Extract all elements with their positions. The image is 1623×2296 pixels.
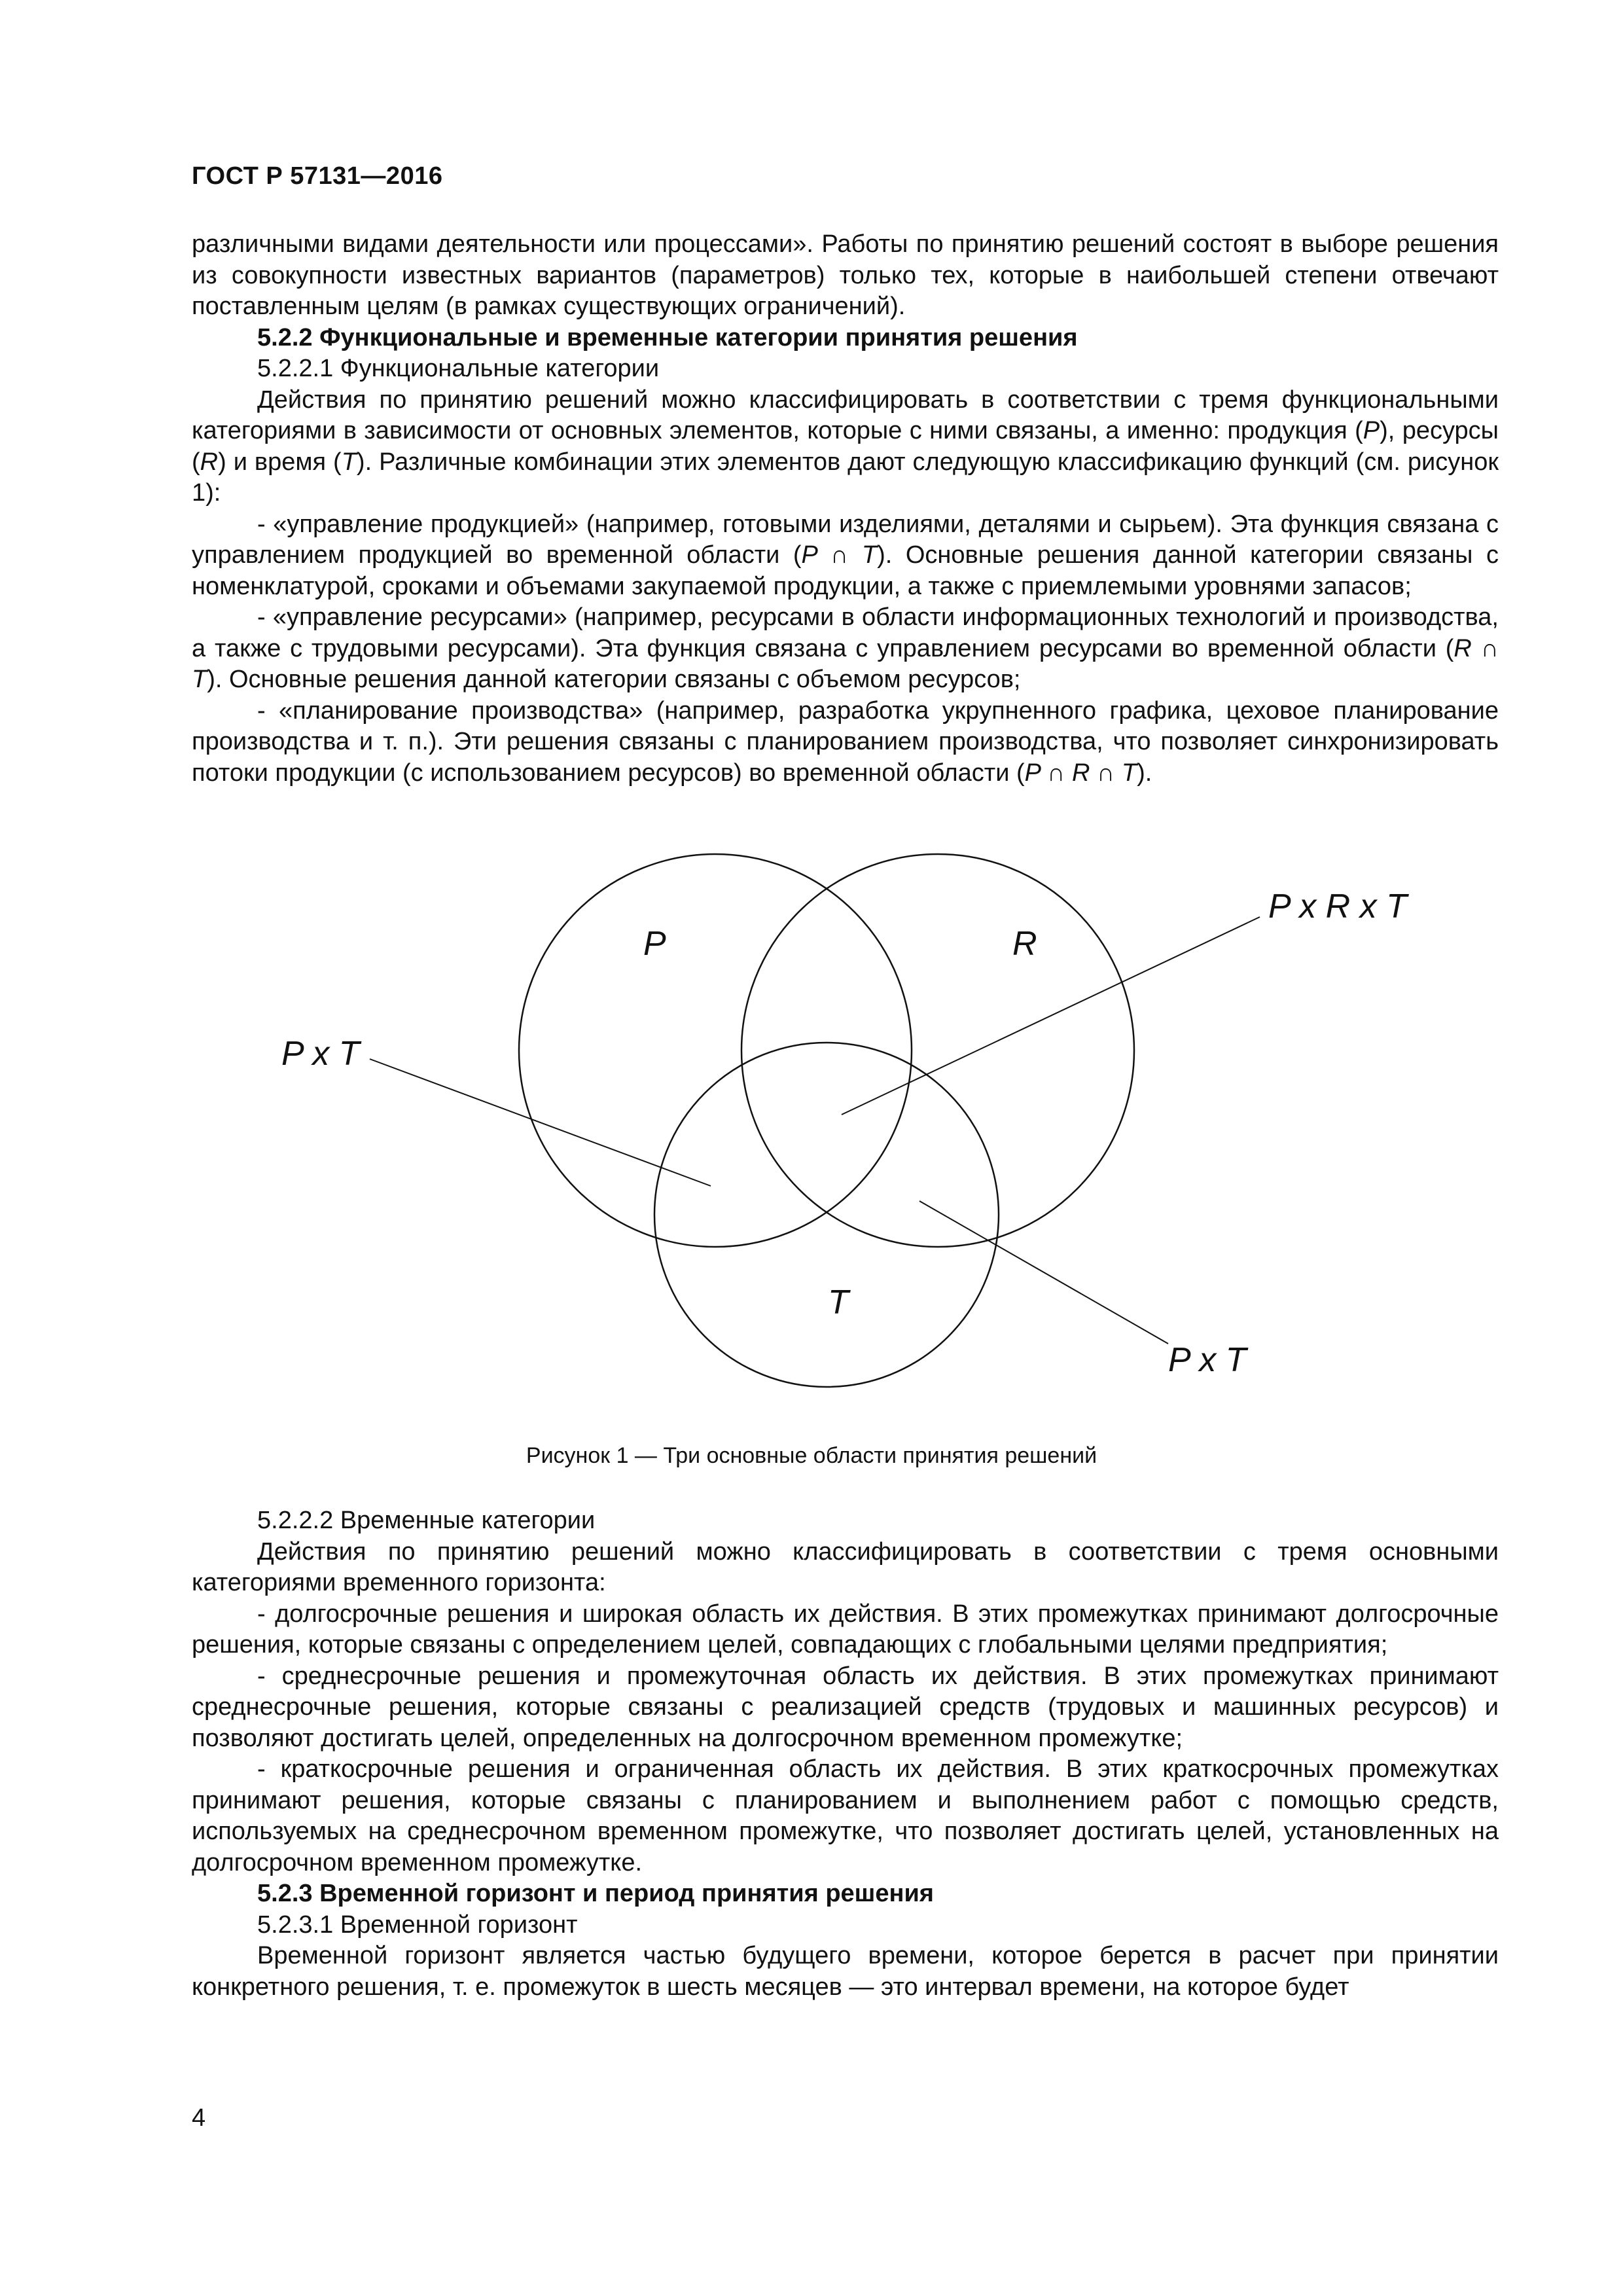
heading-5-2-2: 5.2.2 Функциональные и временные категории принятия решения [257, 323, 1078, 351]
circle-p [519, 854, 912, 1247]
label-t: T [828, 1283, 849, 1321]
list-item-long-term: - долгосрочные решения и широкая область их действия. В этих промежутках принимают долгосрочные решения, которые связаны с определением целей, совпадающих с глобальными целями предприятия; [192, 1600, 1499, 1659]
heading-5-2-3-1: 5.2.3.1 Временной горизонт [257, 1910, 578, 1939]
label-p: P [643, 925, 666, 963]
circle-t [654, 1043, 999, 1387]
list-item-production-planning: - «планирование производства» (например, разработка укрупненного графика, цеховое планирование производства и т. п.). Эти решения связаны с планированием производства, что позволяет синхронизировать потоки продукции (с использованием ресурсов) во временной области (P ∩ R ∩ T). [192, 696, 1499, 787]
label-p-x-t-right: P x T [1168, 1341, 1247, 1379]
list-item-resource-management: - «управление ресурсами» (например, ресурсами в области информационных технологий и производства, а также с трудовыми ресурсами). Эта функция связана с управлением ресурсами во временной области (R ∩ T). Основные решения данной категории связаны с объемом ресурсов; [192, 603, 1499, 693]
circle-r [741, 854, 1134, 1247]
page-number: 4 [192, 2104, 206, 2132]
list-item-mid-term: - среднесрочные решения и промежуточная область их действия. В этих промежутках принимают среднесрочные решения, которые связаны с реализацией средств (трудовых и машинных ресурсов) и позволяют достигать целей, определенных на долгосрочном временном промежутке; [192, 1662, 1499, 1752]
label-p-x-r-x-t: P x R x T [1268, 888, 1407, 925]
label-p-x-t-left: P x T [281, 1035, 360, 1073]
list-item-short-term: - краткосрочные решения и ограниченная область их действия. В этих краткосрочных промежутках принимают решения, которые связаны с планированием и выполнением работ с помощью средств, используемых на среднесрочном временном промежутке, что позволяет достигать целей, установленных на долгосрочном временном промежутке. [192, 1755, 1499, 1876]
label-r: R [1012, 925, 1037, 963]
intro-paragraph: Действия по принятию решений можно классифицировать в соответствии с тремя функциональными категориями в зависимости от основных элементов, которые с ними связаны, а именно: продукция (P), ресурсы (R) и время (T). Различные комбинации этих элементов дают следующую классификацию функций (см. рисунок 1): [192, 386, 1499, 507]
venn-diagram-figure [0, 844, 1623, 1433]
heading-5-2-2-2: 5.2.2.2 Временные категории [257, 1507, 596, 1534]
heading-5-2-3: 5.2.3 Временной горизонт и период принятия решения [257, 1880, 934, 1907]
section-time-categories [192, 1505, 1499, 2003]
list-item-product-management: - «управление продукцией» (например, готовыми изделиями, деталями и сырьем). Эта функция связана с управлением продукцией во временной области (P ∩ T). Основные решения данной категории связаны с номенклатурой, сроками и объемами закупаемой продукции, а также с приемлемыми уровнями запасов; [192, 510, 1499, 600]
venn-diagram [0, 844, 1623, 1433]
section-functional-categories [192, 229, 1499, 789]
continuation-paragraph: различными видами деятельности или процессами». Работы по принятию решений состоят в выборе решения из совокупности известных вариантов (параметров) только тех, которые в наибольшей степени отвечают поставленным целям (в рамках существующих ограничений). [192, 230, 1499, 320]
document-code: ГОСТ Р 57131—2016 [192, 162, 443, 190]
time-horizon-paragraph: Временной горизонт является частью будущего времени, которое берется в расчет при принятии конкретного решения, т. е. промежуток в шесть месяцев — это интервал времени, на которое будет [192, 1942, 1499, 2001]
leader-line-pt-right [919, 1201, 1168, 1344]
figure-caption: Рисунок 1 — Три основные области принятия решений [526, 1443, 1097, 1468]
leader-line-prt [842, 917, 1260, 1115]
heading-5-2-2-1: 5.2.2.1 Функциональные категории [257, 355, 660, 382]
time-intro-paragraph: Действия по принятию решений можно классифицировать в соответствии с тремя основными категориями временного горизонта: [192, 1537, 1499, 1596]
leader-line-pt-left [370, 1059, 711, 1186]
